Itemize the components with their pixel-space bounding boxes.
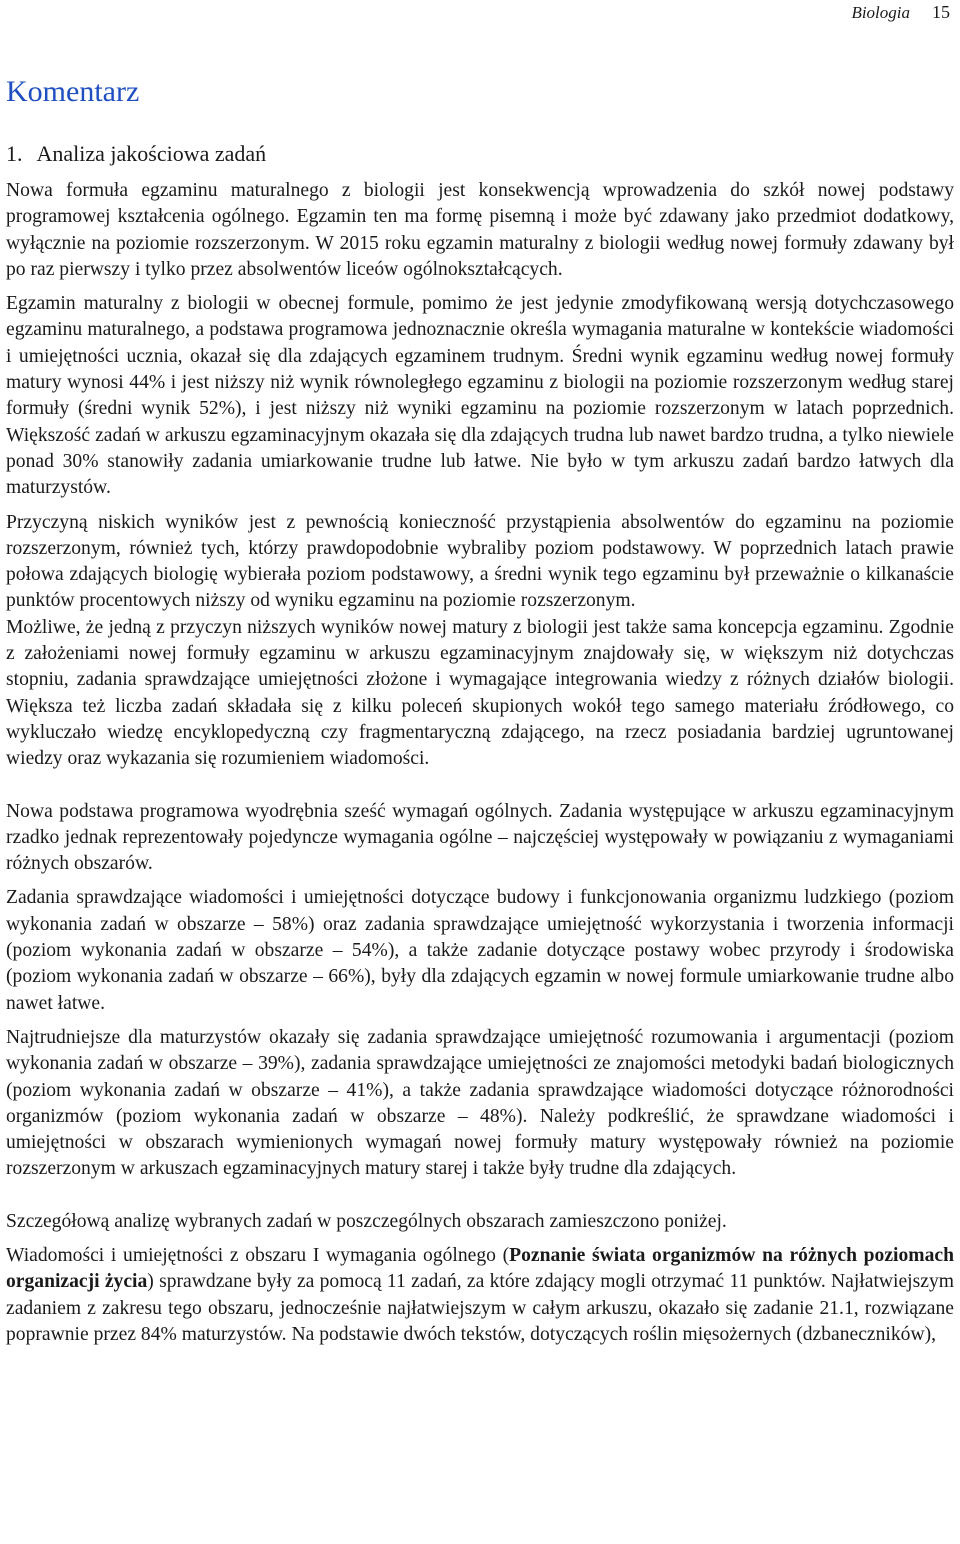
page-number: 15 xyxy=(932,2,950,22)
paragraph-analysis-intro: Szczegółową analizę wybranych zadań w poszczególnych obszarach zamieszczono poniżej. xyxy=(6,1210,727,1232)
paragraph-intro: Nowa formuła egzaminu maturalnego z biologii jest konsekwencją wprowadzenia do szkół nowej podstawy programowej kształcenia ogólnego. Egzamin ten ma formę pisemną i może być zdawany jako przedmiot dodatkowy, wyłącznie na poziomie rozszerzonym. W 2015 roku egzamin maturalny z biologii według nowej formuły zdawany był po raz pierwszy i tylko przez absolwentów liceów ogólnokształcących. xyxy=(6,180,954,280)
section-title: Komentarz xyxy=(6,75,140,108)
subsection-title xyxy=(6,140,266,168)
paragraph-easy-areas: Zadania sprawdzające wiadomości i umiejętności dotyczące budowy i funkcjonowania organizmu ludzkiego (poziom wykonania zadań w obszarze – 58%) oraz zadania sprawdzające umiejętność wykorzystania i tworzenia informacji (poziom wykonania zadań w obszarze – 54%), a także zadanie dotyczące postawy wobec przyrody i środowiska (poziom wykonania zadań w obszarze – 66%), były dla zdających egzamin w nowej formule umiarkowanie trudne albo nawet łatwe. xyxy=(6,887,954,1014)
area-one-text-end: ) sprawdzane były za pomocą 11 zadań, za które zdający mogli otrzymać 11 punktów. Najłatwiejszym zadaniem z zakresu tego obszaru, jednocześnie najłatwiejszym w całym arkuszu, okazało się zadanie 21.1, rozwiązane poprawnie przez 84% maturzystów. Na podstawie dwóch tekstów, dotyczących roślin mięsożernych (dzbaneczników), xyxy=(6,1271,954,1345)
paragraph-hard-areas: Najtrudniejsze dla maturzystów okazały się zadania sprawdzające umiejętność rozumowania i argumentacji (poziom wykonania zadań w obszarze – 39%), zadania sprawdzające umiejętności ze znajomości metodyki badań biologicznych (poziom wykonania zadań w obszarze – 41%), a także zadania sprawdzające wiadomości dotyczące różnorodności organizmów (poziom wykonania zadań w obszarze – 48%). Należy podkreślić, że sprawdzane wiadomości i umiejętności w obszarach wymienionych wymagań nowej formuły matury występowały również na poziomie rozszerzonym w arkuszach egzaminacyjnych matury starej i także były trudne dla zdających. xyxy=(6,1026,954,1180)
paragraph-area-one xyxy=(6,1243,954,1348)
paragraph-difficulty: Egzamin maturalny z biologii w obecnej formule, pomimo że jest jedynie zmodyfikowaną wersją dotychczasowego egzaminu maturalnego, a podstawa programowa jednoznacznie określa wymagania maturalne w kontekście wiadomości i umiejętności ucznia, okazał się dla zdających egzaminem trudnym. Średni wynik egzaminu według nowej formuły matury wynosi 44% i jest niższy niż wynik równoległego egzaminu z biologii na poziomie rozszerzonym według starej formuły (średni wynik 52%), i jest niższy niż wyniki egzaminu na poziomie rozszerzonym w latach poprzednich. Większość zadań w arkuszu egzaminacyjnym okazała się dla zdających trudna lub nawet bardzo trudna, a tylko niewiele ponad 30% stanowiły zadania umiarkowanie trudne lub łatwe. Nie było w tym arkuszu zadań bardzo łatwych dla maturzystów. xyxy=(6,293,954,499)
paragraph-concept: Możliwe, że jedną z przyczyn niższych wyników nowej matury z biologii jest także sama koncepcja egzaminu. Zgodnie z założeniami nowej formuły egzaminu w arkuszu egzaminacyjnym znajdowały się, w większym niż dotychczas stopniu, zadania sprawdzające umiejętności złożone i wymagające integrowania wiedzy z różnych działów biologii. Większa też liczba zadań składała się z kilku poleceń skupionych wokół tego samego materiału źródłowego, co wykluczało wiedzę encyklopedyczną czy fragmentaryczną zdającego, na rzecz posiadania bardziej ugruntowanej wiedzy oraz wykazania się rozumieniem wiadomości. xyxy=(6,616,954,770)
paragraph-causes: Przyczyną niskich wyników jest z pewnością konieczność przystąpienia absolwentów do egzaminu na poziomie rozszerzonym, również tych, którzy prawdopodobnie wybraliby poziom podstawowy. W poprzednich latach prawie połowa zdających biologię wybierała poziom podstawowy, a średni wynik tego egzaminu był przeważnie o kilkanaście punktów procentowych niższy od wyniku egzaminu na poziomie rozszerzonym. xyxy=(6,511,954,612)
area-one-requirement-name: Poznanie świata organizmów na różnych poziomach organizacji życia xyxy=(6,1244,954,1293)
area-one-text-start: Wiadomości i umiejętności z obszaru I wymagania ogólnego ( xyxy=(6,1244,510,1266)
header-subject: Biologia xyxy=(851,3,910,22)
body-text xyxy=(6,178,954,1348)
running-header xyxy=(851,0,950,24)
subsection-number: 1. xyxy=(6,141,23,166)
subsection-title-text: Analiza jakościowa zadań xyxy=(36,141,267,166)
paragraph-requirements: Nowa podstawa programowa wyodrębnia sześć wymagań ogólnych. Zadania występujące w arkuszu egzaminacyjnym rzadko jednak reprezentowały pojedyncze wymagania ogólne – najczęściej występowały w powiązaniu z wymaganiami różnych obszarów. xyxy=(6,800,954,875)
